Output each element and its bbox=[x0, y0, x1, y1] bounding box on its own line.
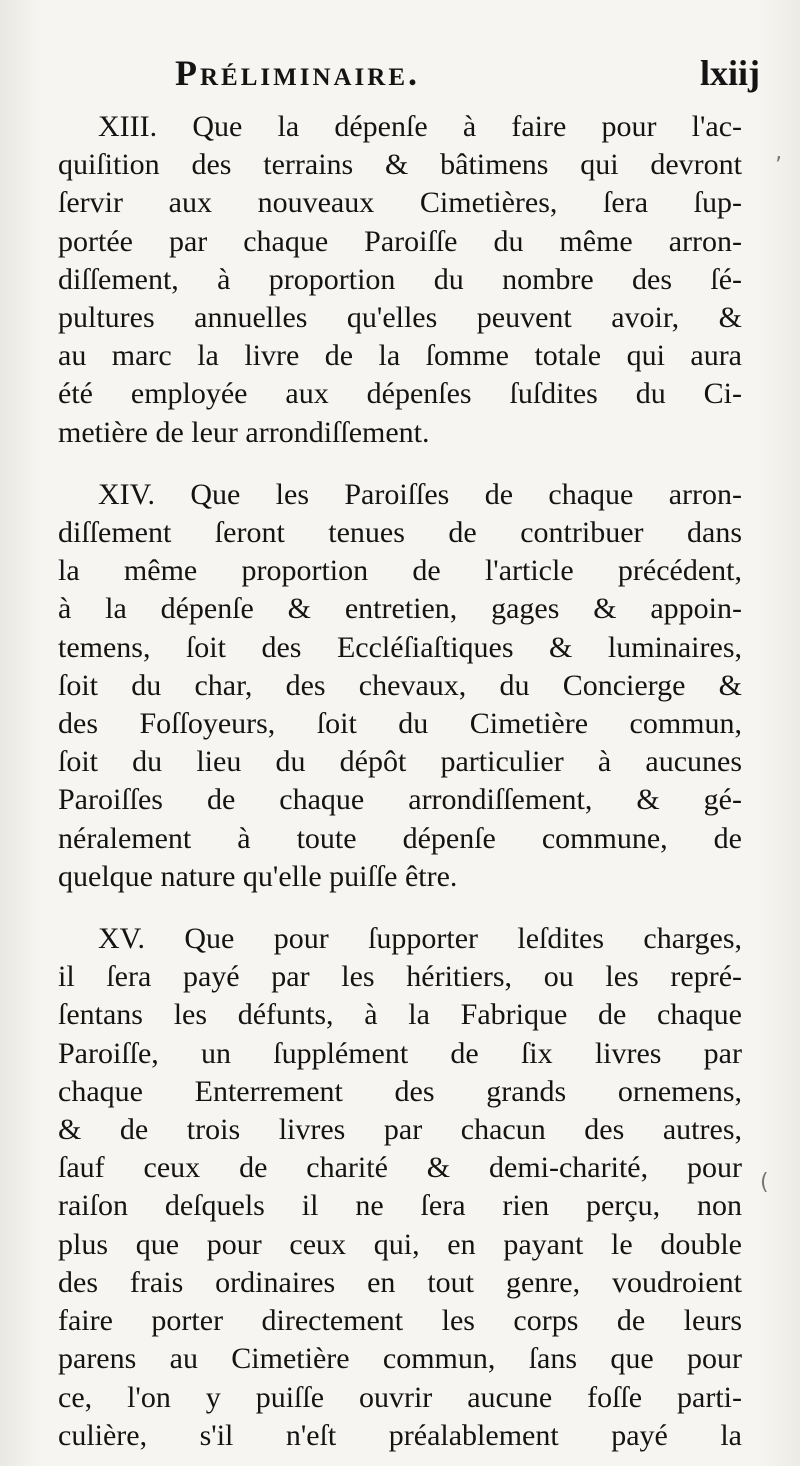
article-line: ſoit du lieu du dépôt particulier à aucunes bbox=[58, 745, 742, 779]
article-line: ſoit du char, des chevaux, du Concierge & bbox=[58, 668, 742, 702]
article-line: ce, l'on y puiſſe ouvrir aucune foſſe parti- bbox=[58, 1380, 742, 1414]
article-line: Paroiſſe, un ſupplément de ſix livres par bbox=[58, 1036, 742, 1070]
article-line: metière de leur arrondiſſement. bbox=[58, 415, 430, 449]
margin-mark: ‚ bbox=[775, 140, 782, 165]
article-line: & de trois livres par chacun des autres, bbox=[58, 1113, 742, 1147]
article-line: à la dépenſe & entretien, gages & appoin- bbox=[58, 592, 742, 626]
article-line: ſervir aux nouveaux Cimetières, ſera ſup- bbox=[58, 186, 742, 220]
article-line: XIII. Que la dépenſe à faire pour l'ac- bbox=[98, 110, 742, 143]
article-line: chaque Enterrement des grands ornemens, bbox=[58, 1074, 742, 1108]
page-header bbox=[175, 52, 760, 102]
article-line: parens au Cimetière commun, ſans que pour bbox=[58, 1342, 742, 1376]
article-line: diſſement, à proportion du nombre des ſé- bbox=[58, 262, 742, 296]
article-line: quiſition des terrains & bâtimens qui devront bbox=[58, 148, 742, 182]
article-line: faire porter directement les corps de leurs bbox=[58, 1304, 742, 1338]
article-xv bbox=[58, 920, 742, 1455]
article-number: XIII. bbox=[98, 110, 158, 143]
article-line: culière, s'il n'eſt préalablement payé la bbox=[58, 1418, 742, 1452]
article-line: pultures annuelles qu'elles peuvent avoir, & bbox=[58, 301, 742, 335]
article-line: diſſement ſeront tenues de contribuer dans bbox=[58, 516, 742, 550]
body-text bbox=[58, 108, 742, 1455]
article-number: XIV. bbox=[98, 477, 155, 511]
running-title: Préliminaire. bbox=[175, 53, 421, 93]
article-line: ſentans les défunts, à la Fabrique de chaque bbox=[58, 998, 742, 1032]
article-xiii bbox=[58, 108, 742, 452]
page-number: lxiij bbox=[700, 53, 760, 93]
article-line: été employée aux dépenſes ſuſdites du Ci- bbox=[58, 377, 742, 411]
article-line: au marc la livre de la ſomme totale qui aura bbox=[58, 339, 742, 373]
article-line: des frais ordinaires en tout genre, voudroient bbox=[58, 1265, 742, 1299]
article-xiv bbox=[58, 476, 742, 896]
article-line: il ſera payé par les héritiers, ou les repré- bbox=[58, 960, 742, 994]
article-line: portée par chaque Paroiſſe du même arron- bbox=[58, 224, 742, 258]
article-line: XV. Que pour ſupporter leſdites charges, bbox=[98, 922, 742, 956]
article-line: néralement à toute dépenſe commune, de bbox=[58, 821, 742, 855]
article-line: ſauf ceux de charité & demi-charité, pour bbox=[58, 1151, 742, 1185]
article-line: XIV. Que les Paroiſſes de chaque arron- bbox=[98, 477, 742, 511]
margin-mark: ( bbox=[760, 1170, 769, 1195]
article-line: des Foſſoyeurs, ſoit du Cimetière commun, bbox=[58, 707, 742, 741]
article-line: raiſon deſquels il ne ſera rien perçu, non bbox=[58, 1189, 742, 1223]
article-number: XV. bbox=[98, 922, 145, 956]
article-line: Paroiſſes de chaque arrondiſſement, & gé- bbox=[58, 783, 742, 817]
article-line: quelque nature qu'elle puiſſe être. bbox=[58, 859, 458, 893]
article-line: plus que pour ceux qui, en payant le double bbox=[58, 1227, 742, 1261]
article-line: temens, ſoit des Eccléſiaſtiques & luminaires, bbox=[58, 630, 742, 664]
article-line: la même proportion de l'article précédent, bbox=[58, 554, 742, 588]
